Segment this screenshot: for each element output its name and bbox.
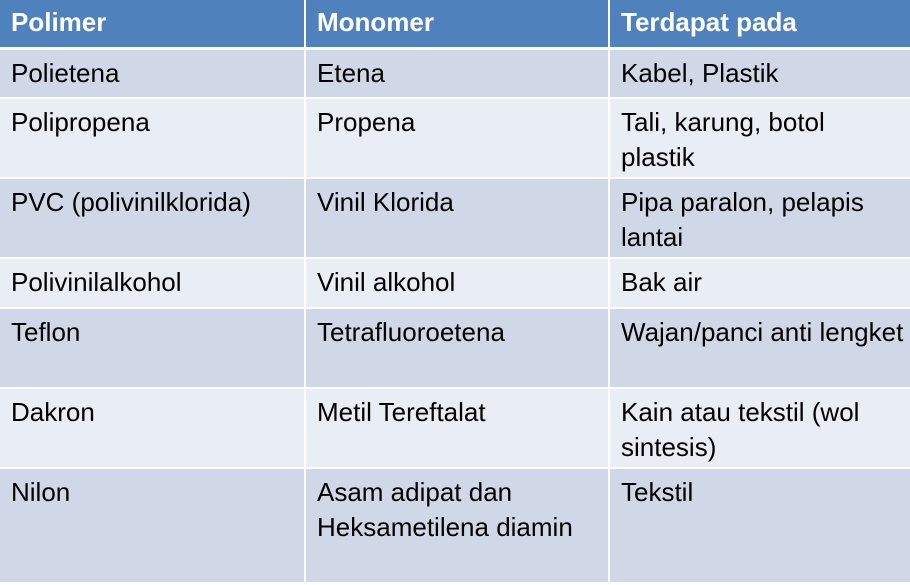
cell-polimer: Nilon [0, 468, 305, 583]
cell-terdapat-pada: Kabel, Plastik [609, 48, 910, 98]
cell-terdapat-pada: Tekstil [609, 468, 910, 583]
table-row [0, 468, 910, 583]
cell-monomer: Asam adipat dan Heksametilena diamin [305, 468, 609, 583]
cell-terdapat-pada: Wajan/panci anti lengket [609, 308, 910, 388]
header-monomer: Monomer [305, 0, 609, 48]
cell-monomer: Etena [305, 48, 609, 98]
cell-terdapat-pada: Bak air [609, 258, 910, 308]
cell-polimer: Teflon [0, 308, 305, 388]
cell-monomer: Vinil alkohol [305, 258, 609, 308]
cell-polimer: Polietena [0, 48, 305, 98]
cell-monomer: Tetrafluoroetena [305, 308, 609, 388]
header-row [0, 0, 910, 48]
table-row [0, 48, 910, 98]
table-row [0, 178, 910, 258]
cell-terdapat-pada: Pipa paralon, pelapis lantai [609, 178, 910, 258]
cell-terdapat-pada: Kain atau tekstil (wol sintesis) [609, 388, 910, 468]
table-row [0, 388, 910, 468]
cell-monomer: Metil Tereftalat [305, 388, 609, 468]
cell-polimer: Polipropena [0, 98, 305, 178]
cell-monomer: Vinil Klorida [305, 178, 609, 258]
header-terdapat-pada: Terdapat pada [609, 0, 910, 48]
cell-polimer: PVC (polivinilklorida) [0, 178, 305, 258]
cell-terdapat-pada: Tali, karung, botol plastik [609, 98, 910, 178]
table-row [0, 258, 910, 308]
cell-polimer: Dakron [0, 388, 305, 468]
cell-polimer: Polivinilalkohol [0, 258, 305, 308]
table-row [0, 308, 910, 388]
table-row [0, 98, 910, 178]
cell-monomer: Propena [305, 98, 609, 178]
header-polimer: Polimer [0, 0, 305, 48]
